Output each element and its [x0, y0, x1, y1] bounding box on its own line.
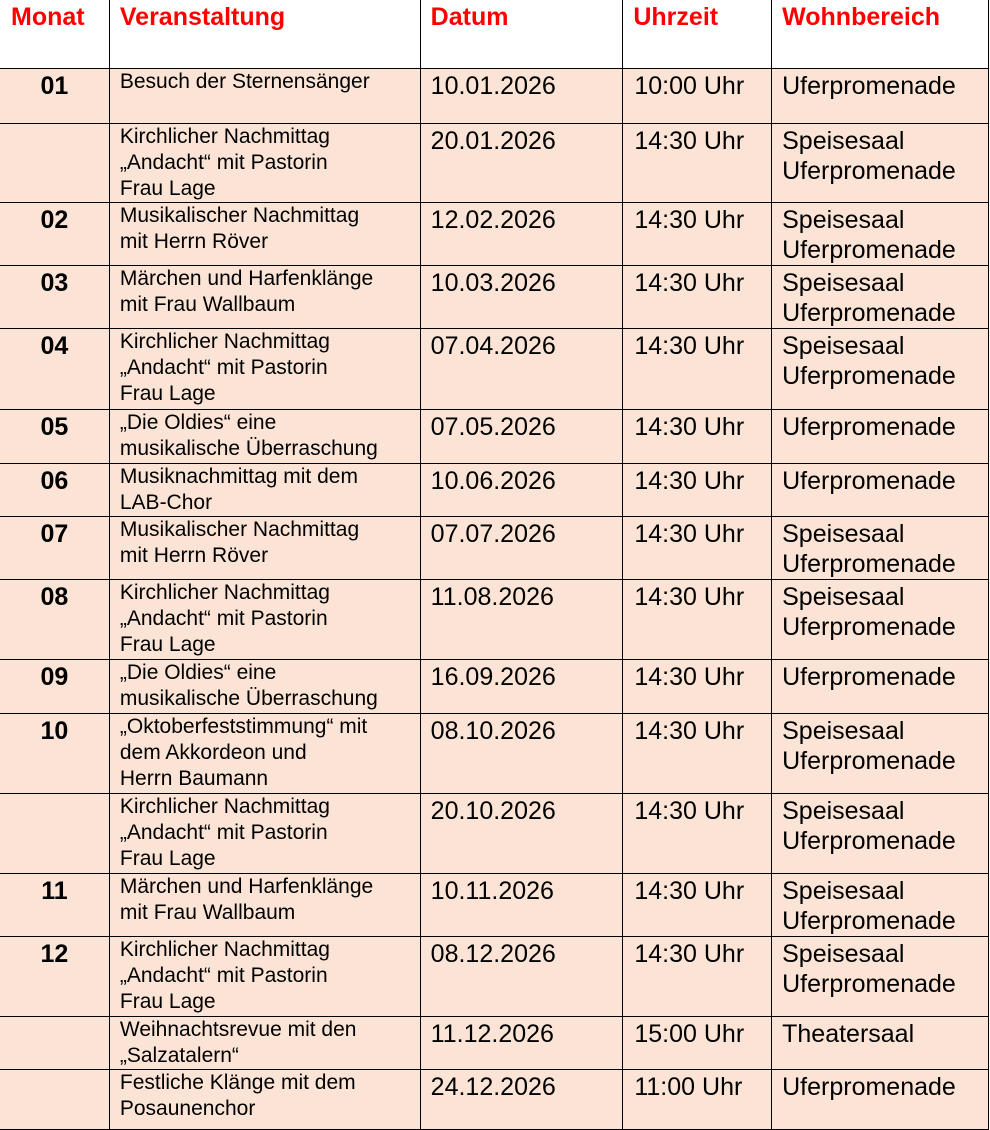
month-cell: 05 — [0, 410, 109, 464]
event-line: Musikalischer Nachmittag — [119, 518, 360, 541]
events-body — [0, 69, 989, 1130]
table-row — [0, 660, 989, 714]
event-line: Frau Lage — [119, 633, 216, 656]
area-line: Speisesaal — [782, 940, 905, 968]
area-cell — [772, 714, 989, 794]
event-line: Musikalischer Nachmittag — [119, 204, 360, 227]
month-cell: 01 — [0, 69, 109, 124]
area-cell — [772, 1017, 989, 1070]
event-line: „Die Oldies“ eine — [119, 411, 277, 434]
time-cell: 14:30 Uhr — [623, 124, 772, 203]
header-date: Datum — [420, 0, 623, 69]
date-cell: 10.06.2026 — [420, 464, 623, 517]
date-cell: 20.01.2026 — [420, 124, 623, 203]
date-cell: 08.12.2026 — [420, 937, 623, 1017]
event-line: musikalische Überraschung — [119, 437, 378, 460]
area-line: Uferpromenade — [782, 72, 956, 100]
event-line: „Andacht“ mit Pastorin — [119, 964, 328, 987]
month-cell — [0, 794, 109, 874]
event-line: LAB-Chor — [119, 491, 213, 514]
event-line: Kirchlicher Nachmittag — [119, 581, 330, 604]
month-cell: 04 — [0, 329, 109, 410]
event-line: mit Frau Wallbaum — [119, 293, 296, 316]
month-cell — [0, 1017, 109, 1070]
event-cell — [109, 203, 420, 266]
month-cell: 02 — [0, 203, 109, 266]
table-row — [0, 874, 989, 937]
table-row — [0, 69, 989, 124]
event-line: mit Herrn Röver — [119, 230, 269, 253]
area-cell — [772, 464, 989, 517]
date-cell: 07.07.2026 — [420, 517, 623, 580]
area-cell — [772, 203, 989, 266]
area-cell — [772, 410, 989, 464]
event-line: Märchen und Harfenklänge — [119, 875, 374, 898]
event-cell — [109, 124, 420, 203]
month-cell — [0, 1070, 109, 1130]
table-row — [0, 794, 989, 874]
area-cell — [772, 794, 989, 874]
event-cell — [109, 874, 420, 937]
header-month: Monat — [0, 0, 109, 69]
area-cell — [772, 874, 989, 937]
event-cell — [109, 580, 420, 660]
event-line: dem Akkordeon und — [119, 741, 307, 764]
area-cell — [772, 937, 989, 1017]
table-row — [0, 937, 989, 1017]
time-cell: 14:30 Uhr — [623, 794, 772, 874]
header-time: Uhrzeit — [623, 0, 772, 69]
area-line: Speisesaal — [782, 269, 905, 297]
time-cell: 14:30 Uhr — [623, 517, 772, 580]
event-cell — [109, 329, 420, 410]
area-line: Uferpromenade — [782, 747, 956, 775]
event-line: Festliche Klänge mit dem — [119, 1071, 356, 1094]
table-row — [0, 517, 989, 580]
event-cell — [109, 464, 420, 517]
date-cell: 08.10.2026 — [420, 714, 623, 794]
time-cell: 14:30 Uhr — [623, 580, 772, 660]
date-cell: 10.11.2026 — [420, 874, 623, 937]
time-cell: 11:00 Uhr — [623, 1070, 772, 1130]
area-cell — [772, 580, 989, 660]
event-line: Frau Lage — [119, 847, 216, 870]
event-cell — [109, 69, 420, 124]
area-cell — [772, 124, 989, 203]
event-cell — [109, 1070, 420, 1130]
event-line: musikalische Überraschung — [119, 687, 378, 710]
time-cell: 15:00 Uhr — [623, 1017, 772, 1070]
event-line: Kirchlicher Nachmittag — [119, 125, 330, 148]
event-line: „Die Oldies“ eine — [119, 661, 277, 684]
area-line: Speisesaal — [782, 520, 905, 548]
month-cell: 03 — [0, 266, 109, 329]
table-row — [0, 266, 989, 329]
table-row — [0, 410, 989, 464]
header-event: Veranstaltung — [109, 0, 420, 69]
area-line: Uferpromenade — [782, 1073, 956, 1101]
month-cell: 11 — [0, 874, 109, 937]
table-row — [0, 1070, 989, 1130]
month-cell: 07 — [0, 517, 109, 580]
area-line: Uferpromenade — [782, 613, 956, 641]
time-cell: 14:30 Uhr — [623, 329, 772, 410]
month-cell — [0, 124, 109, 203]
area-line: Uferpromenade — [782, 157, 956, 185]
area-line: Speisesaal — [782, 127, 905, 155]
date-cell: 20.10.2026 — [420, 794, 623, 874]
date-cell: 11.12.2026 — [420, 1017, 623, 1070]
event-line: mit Frau Wallbaum — [119, 901, 296, 924]
table-row — [0, 329, 989, 410]
area-line: Uferpromenade — [782, 970, 956, 998]
area-line: Speisesaal — [782, 717, 905, 745]
area-cell — [772, 1070, 989, 1130]
area-cell — [772, 266, 989, 329]
event-line: Frau Lage — [119, 177, 216, 200]
time-cell: 14:30 Uhr — [623, 660, 772, 714]
event-line: Kirchlicher Nachmittag — [119, 795, 330, 818]
time-cell: 14:30 Uhr — [623, 203, 772, 266]
month-cell: 12 — [0, 937, 109, 1017]
event-cell — [109, 266, 420, 329]
date-cell: 07.05.2026 — [420, 410, 623, 464]
time-cell: 10:00 Uhr — [623, 69, 772, 124]
date-cell: 24.12.2026 — [420, 1070, 623, 1130]
area-line: Uferpromenade — [782, 299, 956, 327]
event-line: mit Herrn Röver — [119, 544, 269, 567]
table-row — [0, 203, 989, 266]
header-row — [0, 0, 989, 69]
event-line: „Andacht“ mit Pastorin — [119, 151, 328, 174]
event-line: Musiknachmittag mit dem — [119, 465, 358, 488]
area-line: Speisesaal — [782, 797, 905, 825]
event-line: Posaunenchor — [119, 1097, 256, 1120]
event-cell — [109, 1017, 420, 1070]
date-cell: 12.02.2026 — [420, 203, 623, 266]
event-line: „Andacht“ mit Pastorin — [119, 356, 328, 379]
event-cell — [109, 937, 420, 1017]
event-line: Märchen und Harfenklänge — [119, 267, 374, 290]
time-cell: 14:30 Uhr — [623, 410, 772, 464]
event-line: Frau Lage — [119, 990, 216, 1013]
table-row — [0, 464, 989, 517]
time-cell: 14:30 Uhr — [623, 874, 772, 937]
event-line: Kirchlicher Nachmittag — [119, 938, 330, 961]
event-line: „Salzatalern“ — [119, 1044, 239, 1067]
date-cell: 10.01.2026 — [420, 69, 623, 124]
table-row — [0, 124, 989, 203]
month-cell: 06 — [0, 464, 109, 517]
month-cell: 08 — [0, 580, 109, 660]
area-line: Uferpromenade — [782, 827, 956, 855]
date-cell: 11.08.2026 — [420, 580, 623, 660]
area-line: Uferpromenade — [782, 663, 956, 691]
event-cell — [109, 517, 420, 580]
event-cell — [109, 794, 420, 874]
area-line: Speisesaal — [782, 583, 905, 611]
date-cell: 16.09.2026 — [420, 660, 623, 714]
event-line: „Andacht“ mit Pastorin — [119, 821, 328, 844]
area-cell — [772, 329, 989, 410]
event-line: Frau Lage — [119, 382, 216, 405]
time-cell: 14:30 Uhr — [623, 714, 772, 794]
time-cell: 14:30 Uhr — [623, 266, 772, 329]
area-line: Speisesaal — [782, 332, 905, 360]
area-cell — [772, 660, 989, 714]
event-cell — [109, 660, 420, 714]
event-cell — [109, 714, 420, 794]
area-line: Uferpromenade — [782, 907, 956, 935]
area-line: Theatersaal — [782, 1020, 915, 1048]
event-line: Weihnachtsrevue mit den — [119, 1018, 357, 1041]
time-cell: 14:30 Uhr — [623, 937, 772, 1017]
event-line: „Oktoberfeststimmung“ mit — [119, 715, 368, 738]
month-cell: 09 — [0, 660, 109, 714]
event-line: „Andacht“ mit Pastorin — [119, 607, 328, 630]
header-area: Wohnbereich — [772, 0, 989, 69]
area-line: Uferpromenade — [782, 413, 956, 441]
area-line: Speisesaal — [782, 206, 905, 234]
event-line: Besuch der Sternensänger — [119, 70, 370, 93]
area-line: Uferpromenade — [782, 467, 956, 495]
event-cell — [109, 410, 420, 464]
table-row — [0, 1017, 989, 1070]
area-line: Uferpromenade — [782, 550, 956, 578]
table-row — [0, 714, 989, 794]
area-line: Uferpromenade — [782, 236, 956, 264]
table-row — [0, 580, 989, 660]
area-cell — [772, 69, 989, 124]
month-cell: 10 — [0, 714, 109, 794]
area-line: Speisesaal — [782, 877, 905, 905]
area-line: Uferpromenade — [782, 362, 956, 390]
date-cell: 10.03.2026 — [420, 266, 623, 329]
event-line: Kirchlicher Nachmittag — [119, 330, 330, 353]
date-cell: 07.04.2026 — [420, 329, 623, 410]
event-line: Herrn Baumann — [119, 767, 269, 790]
area-cell — [772, 517, 989, 580]
time-cell: 14:30 Uhr — [623, 464, 772, 517]
